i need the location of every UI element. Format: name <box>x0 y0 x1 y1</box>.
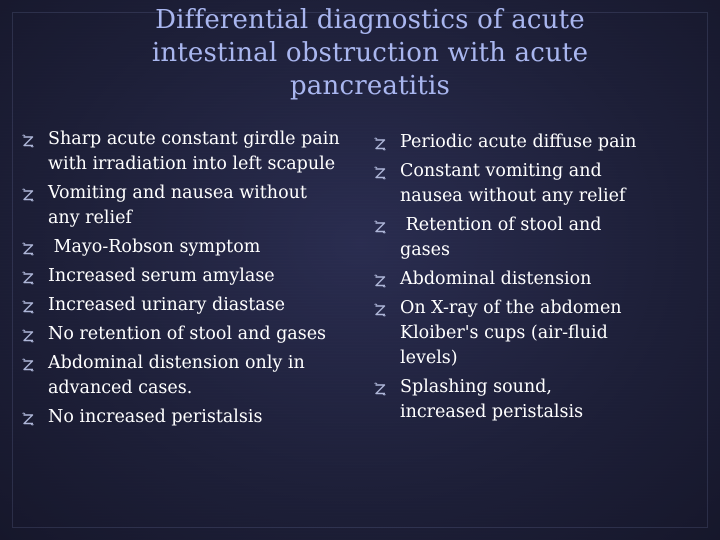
list-item <box>400 159 690 209</box>
list-item <box>48 405 378 430</box>
list-item <box>48 235 378 260</box>
item-line: Abdominal distension only in <box>48 353 305 373</box>
title-line: Differential diagnostics of acute <box>155 5 585 35</box>
list-item <box>400 296 690 371</box>
item-line: Increased serum amylase <box>48 266 275 286</box>
item-line: advanced cases. <box>48 378 193 398</box>
curly-z-bullet-icon <box>373 220 387 234</box>
curly-z-bullet-icon <box>21 271 35 285</box>
title-line: intestinal obstruction with acute <box>151 38 589 68</box>
curly-z-bullet-icon <box>21 329 35 343</box>
list-item <box>48 181 378 231</box>
item-line: Increased urinary diastase <box>48 295 286 315</box>
list-item <box>400 130 690 155</box>
list-item <box>48 351 378 401</box>
item-line: No retention of stool and gases <box>48 324 327 344</box>
right-column-list <box>400 130 690 429</box>
curly-z-bullet-icon <box>373 382 387 396</box>
item-line: gases <box>400 240 450 260</box>
list-item <box>48 264 378 289</box>
list-item <box>400 267 690 292</box>
item-line: No increased peristalsis <box>48 407 263 427</box>
item-line: Vomiting and nausea without <box>48 183 307 203</box>
curly-z-bullet-icon <box>21 358 35 372</box>
item-line: Abdominal distension <box>400 269 592 289</box>
item-line: with irradiation into left scapule <box>48 154 336 174</box>
curly-z-bullet-icon <box>373 274 387 288</box>
curly-z-bullet-icon <box>21 134 35 148</box>
curly-z-bullet-icon <box>373 137 387 151</box>
curly-z-bullet-icon <box>21 242 35 256</box>
list-item <box>48 293 378 318</box>
item-line: nausea without any relief <box>400 186 626 206</box>
item-line: Periodic acute diffuse pain <box>400 132 637 152</box>
item-line: Constant vomiting and <box>400 161 602 181</box>
item-line: Retention of stool and <box>400 215 602 235</box>
curly-z-bullet-icon <box>21 188 35 202</box>
curly-z-bullet-icon <box>373 303 387 317</box>
curly-z-bullet-icon <box>21 412 35 426</box>
title-line: pancreatitis <box>289 71 451 101</box>
list-item <box>400 213 690 263</box>
item-line: Kloiber's cups (air-fluid <box>400 323 608 343</box>
slide-title <box>60 4 680 103</box>
item-line: any relief <box>48 208 132 228</box>
item-line: increased peristalsis <box>400 402 584 422</box>
list-item <box>48 322 378 347</box>
curly-z-bullet-icon <box>373 166 387 180</box>
item-line: Sharp acute constant girdle pain <box>48 129 340 149</box>
curly-z-bullet-icon <box>21 300 35 314</box>
item-line: Mayo-Robson symptom <box>48 237 261 257</box>
item-line: On X-ray of the abdomen <box>400 298 622 318</box>
list-item <box>48 127 378 177</box>
list-item <box>400 375 690 425</box>
item-line: Splashing sound, <box>400 377 552 397</box>
item-line: levels) <box>400 348 458 368</box>
left-column-list <box>48 127 378 434</box>
